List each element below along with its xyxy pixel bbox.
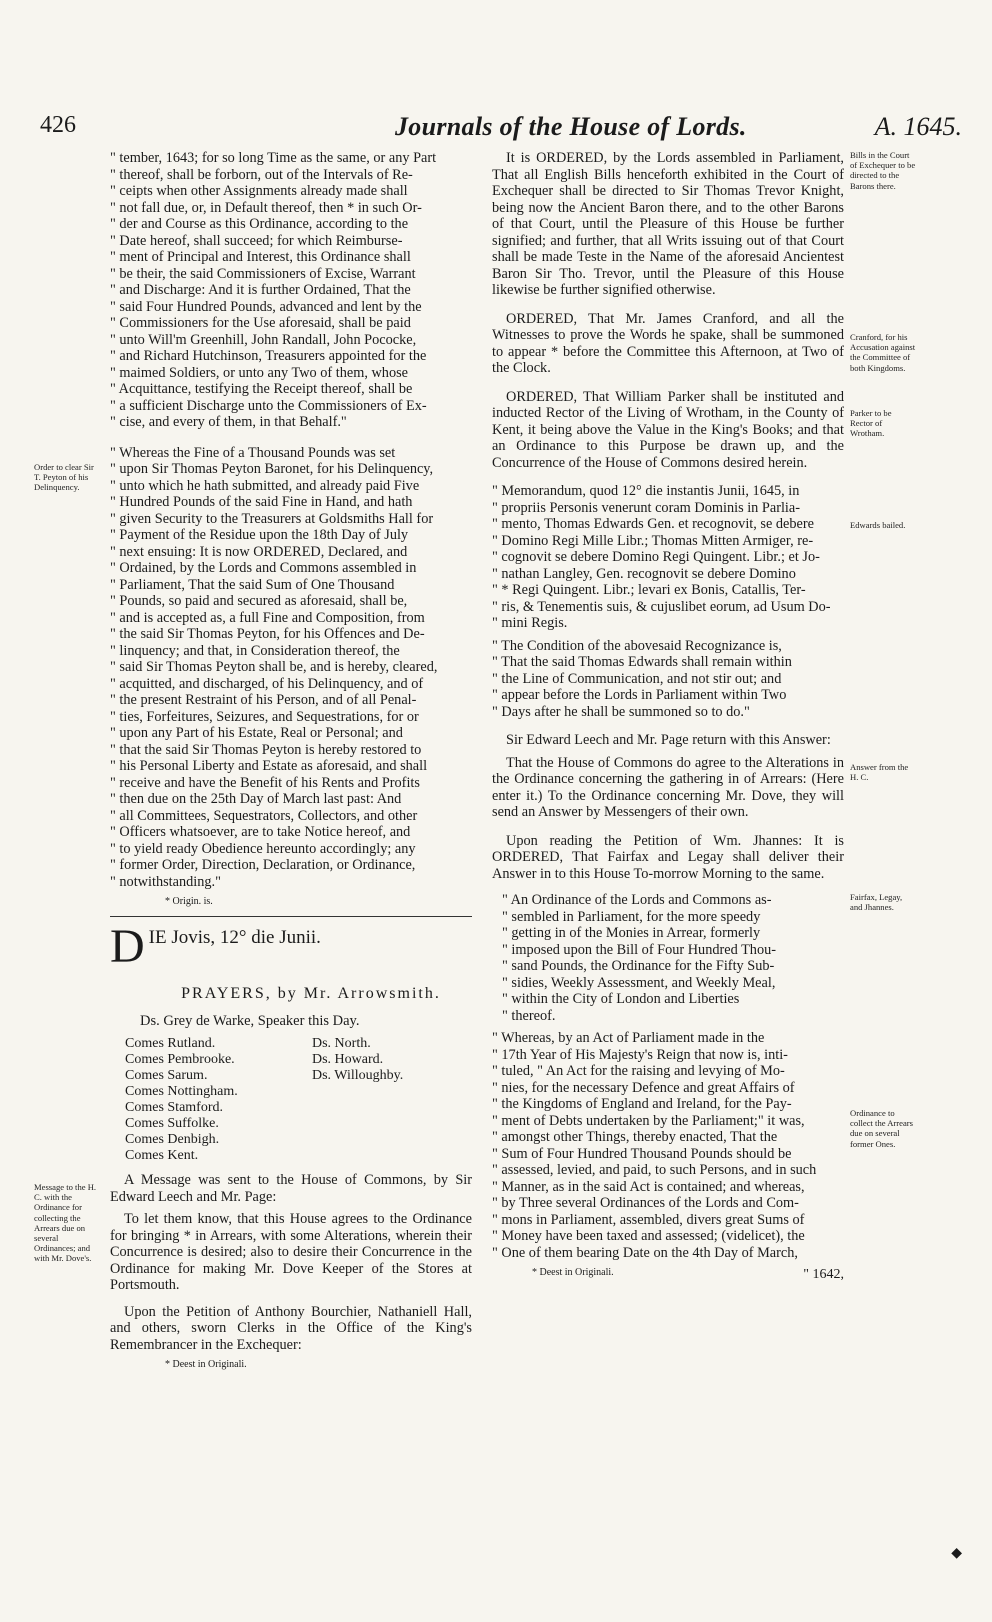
- peer-name: Ds. Willoughby.: [312, 1068, 404, 1083]
- peers-right-list: [312, 1036, 403, 1084]
- peer-name: Comes Stamford.: [125, 1100, 223, 1115]
- margin-note-message: Message to the H. C. with the Ordinance for collecting the Arrears due on several Ordinances; and with Mr. Dove's.: [34, 1182, 97, 1264]
- paragraph-message: A Message was sent to the House of Commons, by Sir Edward Leech and Mr. Page:: [110, 1172, 472, 1205]
- paragraph-johannes: Upon reading the Petition of Wm. Jhannes: It is ORDERED, That Fairfax and Legay shall deliver their Answer in to this House To-morrow Morning to the same.: [492, 832, 844, 882]
- margin-note-cranford: Cranford, for his Accusation against the Committee of both Kingdoms.: [850, 332, 916, 373]
- peer-name: Ds. Howard.: [312, 1052, 384, 1067]
- peers-left-list: [125, 1036, 238, 1164]
- peer-name: Ds. North.: [312, 1036, 371, 1051]
- margin-note-edwards: Edwards bailed.: [850, 520, 906, 530]
- peers-present: [110, 1036, 472, 1172]
- peer-name: Comes Pembrooke.: [125, 1052, 235, 1067]
- footnote-origin: * Origin. is.: [165, 896, 213, 907]
- margin-note-ordinance: Ordinance to collect the Arrears due on several former Ones.: [850, 1108, 913, 1149]
- paragraph-ordinance-continuation: " tember, 1643; for so long Time as the same, or any Part " thereof, shall be forborn, out of the Intervals of Re- " ceipts when other Assignments already made shall " not fall due, or, in Default thereof, then * in such Or- " der and Course as this Ordinance, according to the " Date hereof, shall succeed; for which Reimburse- " ment of Principal and Interest, this Ordinance shall " be their, the said Commissioners of Excise, Warrant " and Discharge: And it is further Ordained, That the " said Four Hundred Pounds, advanced and lent by the " Commissioners for the Use aforesaid, shall be paid " unto Will'm Greenhill, John Randall, John Pococke, " and Richard Hutchinson, Treasurers appointed for the " maimed Soldiers, or unto any Two of them, whose " Acquittance, testifying the Receipt thereof, shall be " a sufficient Discharge unto the Commissioners of Ex- " cise, and every of them, in that Behalf.": [110, 150, 437, 430]
- paragraph-answer: That the House of Commons do agree to the Alterations in the Ordinance concerning the gathering in of Arrears: (Here enter it.) To the Ordinance concerning Mr. Dove, they will send an Answer by Messengers of their own.: [492, 754, 844, 820]
- paragraph-memorandum: " Memorandum, quod 12° die instantis Junii, 1645, in " propriis Personis venerunt coram Dominis in Parlia- " mento, Thomas Edwards Gen. et recognovit, se debere " Domino Regi Mille Libr.; Thomas Mitten Armiger, re- " cognovit se debere Domino Regi Quingent. Libr.; et Jo- " nathan Langley, Gen. recognovit se debere Domino " * Regi Quingent. Libr.; levari ex Bonis, Catallis, Ter- " ris, & Tenementis suis, & cujuslibet eorum, ad Usum Do- " mini Regis.: [492, 483, 831, 631]
- margin-note-bills: Bills in the Court of Exchequer to be directed to the Barons there.: [850, 150, 916, 191]
- footnote-right: * Deest in Originali.: [532, 1267, 614, 1278]
- paragraph-petition: Upon the Petition of Anthony Bourchier, Nathaniell Hall, and others, sworn Clerks in the Office of the King's Remembrancer in the Exchequer:: [110, 1303, 472, 1353]
- paragraph-condition: " The Condition of the abovesaid Recognizance is, " That the said Thomas Edwards shall remain within " the Line of Communication, and not stir out; and " appear before the Lords in Parliament within Two " Days after he shall be summoned so to do.": [492, 637, 792, 720]
- paragraph-parker-order: ORDERED, That William Parker shall be instituted and inducted Rector of the Living of Wrotham, in the County of Kent, it being above the Value in the King's Books; and that an Ordinance to this Purpose be drawn up, and the Concurrence of the House of Commons desired herein.: [492, 388, 844, 471]
- paragraph-message-body: To let them know, that this House agrees to the Ordinance for bringing * in Arrears, with some Alterations, wherein their Concurrence is desired; also to desire their Concurrence in the Ordinance for making Mr. Dove Keeper of the Stores at Portsmouth.: [110, 1211, 472, 1293]
- peer-name: Comes Kent.: [125, 1148, 199, 1163]
- peer-name: Comes Sarum.: [125, 1068, 208, 1083]
- margin-note-answer: Answer from the H. C.: [850, 762, 909, 783]
- peer-name: Comes Nottingham.: [125, 1084, 238, 1099]
- margin-note-peyton: Order to clear Sir T. Peyton of his Delinquency.: [34, 462, 94, 493]
- day-heading-text: IE Jovis, 12° die Junii.: [148, 927, 321, 948]
- margin-note-fairfax: Fairfax, Legay, and Jhannes.: [850, 892, 903, 913]
- speaker-line: Ds. Grey de Warke, Speaker this Day.: [140, 1013, 360, 1029]
- page-number: 426: [40, 112, 76, 138]
- paragraph-peyton-order: " Whereas the Fine of a Thousand Pounds was set " upon Sir Thomas Peyton Baronet, for his Delinquency, " unto which he hath submitted, and already paid Five " Hundred Pounds of the said Fine in Hand, and hath " given Security to the Treasurers at Goldsmiths Hall for " Payment of the Residue upon the 18th Day of July " next ensuing: It is now ORDERED, Declared, and " Ordained, by the Lords and Commons assembled in " Parliament, That the said Sum of One Thousand " Pounds, so paid and secured as aforesaid, shall be, " and is accepted as, a full Fine and Composition, from " the said Sir Thomas Peyton, for his Offences and De- " linquency; and that, in Consideration thereof, the " said Sir Thomas Peyton shall be, and is hereby, cleared, " acquitted, and discharged, of his Delinquency, and of " the present Restraint of his Person, and of all Penal- " ties, Forfeitures, Seizures, and Sequestrations, for or " upon any Part of his Estate, Real or Personal; and " that the said Sir Thomas Peyton is hereby restored to " his Personal Liberty and Estate as aforesaid, and shall " receive and have the Benefit of his Rents and Profits " then due on the 25th Day of March last past: And " all Committees, Sequestrators, Collectors, and other " Officers whatsoever, are to take Notice hereof, and " to yield ready Obedience hereunto accordingly; any " former Order, Direction, Declaration, or Ordinance, " notwithstanding.": [110, 444, 438, 890]
- paragraph-bills-order: It is ORDERED, by the Lords assembled in Parliament, That all English Bills henceforth exhibited in the Court of Exchequer shall be directed to Sir Thomas Trevor Knight, being now the Ancient Baron there, and to the other Barons of that Court, until the Pleasure of this House be further signified; and further, that all Writs issuing out of that Court shall be made Teste in the Name of the aforesaid Ancientest Baron Sir Tho. Trevor, until the Pleasure of this House likewise be further signified otherwise.: [492, 150, 844, 298]
- margin-note-parker: Parker to be Rector of Wrotham.: [850, 408, 892, 439]
- page-year: A. 1645.: [874, 112, 962, 141]
- peer-name: Comes Rutland.: [125, 1036, 216, 1051]
- paragraph-whereas: " Whereas, by an Act of Parliament made in the " 17th Year of His Majesty's Reign that now is, inti- " tuled, " An Act for the raising and levying of Mo- " nies, for the necessary Defence and great Affairs of " the Kingdoms of England and Ireland, for the Pay- " ment of Debts undertaken by the Parliament;" it was, " amongst other Things, thereby enacted, That the " Sum of Four Hundred Thousand Pounds should be " assessed, levied, and paid, to such Persons, and in such " Manner, as in the said Act is contained; and whereas, " by Three several Ordinances of the Lords and Com- " mons in Parliament, assembled, divers great Sums of " Money have been taxed and assessed; (videlicet), the " One of them bearing Date on the 4th Day of March,: [492, 1030, 817, 1261]
- running-title: Journals of the House of Lords.: [395, 112, 747, 141]
- ordinance-title: " An Ordinance of the Lords and Commons as- " sembled in Parliament, for the more speedy " getting in of the Monies in Arrear, formerly " imposed upon the Bill of Four Hundred Thou- " sand Pounds, the Ordinance for the Fifty Sub- " sidies, Weekly Assessment, and Weekly Meal, " within the City of London and Liberties " thereof.: [502, 892, 777, 1024]
- page-header: [40, 112, 962, 152]
- section-divider: [110, 916, 472, 917]
- day-heading: [110, 920, 472, 973]
- prayers-line: PRAYERS, by Mr. Arrowsmith.: [181, 985, 441, 1002]
- peer-name: Comes Suffolke.: [125, 1116, 219, 1131]
- drop-cap: D: [110, 920, 145, 973]
- left-column: [110, 150, 472, 1371]
- footnote-deest: * Deest in Originali.: [165, 1359, 247, 1370]
- paragraph-cranford-order: ORDERED, That Mr. James Cranford, and all the Witnesses to prove the Words he spake, shall be summoned to appear * before the Committee this Afternoon, at Two of the Clock.: [492, 310, 844, 376]
- paragraph-leech-return: Sir Edward Leech and Mr. Page return with this Answer:: [506, 732, 831, 748]
- ornament-icon: ◆: [951, 1546, 962, 1561]
- right-column: [492, 150, 844, 1283]
- peer-name: Comes Denbigh.: [125, 1132, 220, 1147]
- catchword: " 1642,: [803, 1267, 844, 1282]
